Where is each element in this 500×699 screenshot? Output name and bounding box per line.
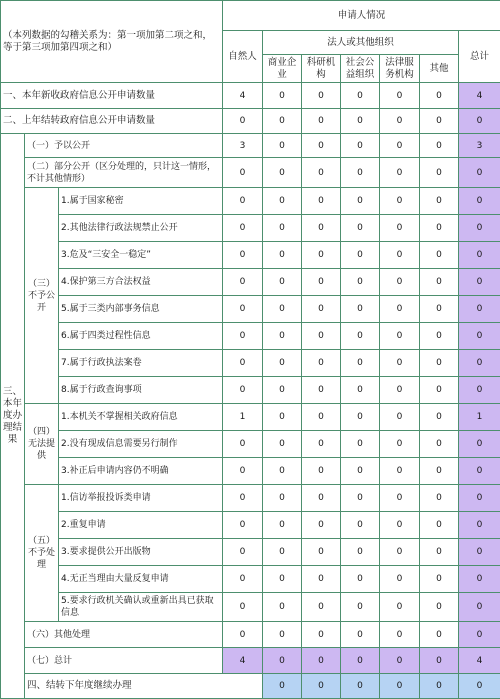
cell: 0 <box>302 377 341 404</box>
cell: 0 <box>341 83 380 109</box>
category-label-not-public: （三）不予公开 <box>25 188 59 404</box>
cell: 0 <box>341 512 380 539</box>
cell: 0 <box>263 242 302 269</box>
total-cell: 0 <box>459 458 500 485</box>
cell: 0 <box>302 350 341 377</box>
cell: 0 <box>341 674 380 699</box>
cell: 4 <box>223 83 263 109</box>
total-cell: 0 <box>459 188 500 215</box>
cell: 0 <box>263 648 302 674</box>
cell: 0 <box>380 674 420 699</box>
cell: 0 <box>341 404 380 431</box>
cell: 0 <box>420 377 459 404</box>
cell: 0 <box>380 350 420 377</box>
cell: 0 <box>341 188 380 215</box>
cell: 0 <box>341 566 380 593</box>
table-row <box>1 188 500 215</box>
row-label: 4.无正当理由大量反复申请 <box>59 566 223 593</box>
row-label: 3.补正后申请内容仍不明确 <box>59 458 223 485</box>
total-cell: 0 <box>459 158 500 188</box>
cell: 0 <box>223 158 263 188</box>
cell: 0 <box>263 404 302 431</box>
row-label: 4.保护第三方合法权益 <box>59 269 223 296</box>
cell: 0 <box>420 404 459 431</box>
row-label: 3.危及“三安全一稳定” <box>59 242 223 269</box>
cell: 0 <box>223 485 263 512</box>
cell: 0 <box>223 269 263 296</box>
section-label-result: 三、本年度办理结果 <box>1 134 25 699</box>
table-row <box>1 109 500 134</box>
header-legal-service: 法律服务机构 <box>380 55 420 83</box>
cell: 0 <box>420 566 459 593</box>
total-cell: 0 <box>459 350 500 377</box>
row-label-public: （一）予以公开 <box>25 134 223 158</box>
total-cell: 0 <box>459 431 500 458</box>
cell: 0 <box>302 296 341 323</box>
cell: 0 <box>263 377 302 404</box>
cell: 0 <box>302 458 341 485</box>
table-row <box>1 83 500 109</box>
cell: 0 <box>380 134 420 158</box>
cell: 0 <box>302 512 341 539</box>
table-row <box>1 215 500 242</box>
cell: 0 <box>263 622 302 648</box>
cell: 0 <box>223 593 263 622</box>
cell: 0 <box>420 485 459 512</box>
cell: 0 <box>302 242 341 269</box>
row-label: 1.本机关不掌握相关政府信息 <box>59 404 223 431</box>
cell: 0 <box>263 350 302 377</box>
cell: 0 <box>263 296 302 323</box>
cell: 0 <box>223 566 263 593</box>
total-cell: 0 <box>459 622 500 648</box>
category-label-cannot-provide: （四）无法提供 <box>25 404 59 485</box>
header-legal-person-group: 法人或其他组织 <box>263 31 459 55</box>
row-label: 3.要求提供公开出版物 <box>59 539 223 566</box>
cell: 0 <box>380 109 420 134</box>
cell: 0 <box>380 485 420 512</box>
cell: 0 <box>420 431 459 458</box>
total-cell: 4 <box>459 648 500 674</box>
cell: 0 <box>420 593 459 622</box>
cell: 0 <box>420 648 459 674</box>
cell: 0 <box>420 458 459 485</box>
cell: 1 <box>223 404 263 431</box>
table-row <box>1 485 500 512</box>
cell: 0 <box>420 323 459 350</box>
cell: 0 <box>263 323 302 350</box>
row-label: 8.属于行政查询事项 <box>59 377 223 404</box>
table-row <box>1 296 500 323</box>
row-label-forward: 四、结转下年度继续办理 <box>25 674 263 699</box>
cell: 0 <box>341 431 380 458</box>
cell: 0 <box>420 269 459 296</box>
table-row <box>1 593 500 622</box>
cell: 0 <box>302 622 341 648</box>
cell: 0 <box>302 269 341 296</box>
total-cell: 0 <box>459 215 500 242</box>
header-applicant: 申请人情况 <box>223 1 500 31</box>
cell: 0 <box>302 674 341 699</box>
cell: 0 <box>341 323 380 350</box>
table-row <box>1 566 500 593</box>
cell: 0 <box>380 188 420 215</box>
cell: 0 <box>380 458 420 485</box>
cell: 0 <box>263 215 302 242</box>
row-label: 1.信访举报投诉类申请 <box>59 485 223 512</box>
cell: 0 <box>223 431 263 458</box>
cell: 0 <box>420 188 459 215</box>
cell: 0 <box>263 83 302 109</box>
cell: 0 <box>302 593 341 622</box>
cell: 0 <box>223 512 263 539</box>
row-label: 2.重复申请 <box>59 512 223 539</box>
table-row <box>1 431 500 458</box>
cell: 0 <box>380 215 420 242</box>
total-cell: 0 <box>459 539 500 566</box>
table-row <box>1 350 500 377</box>
cell: 0 <box>302 134 341 158</box>
table-row <box>1 404 500 431</box>
row-label-other-processing: （六）其他处理 <box>25 622 223 648</box>
table-row <box>1 648 500 674</box>
cell: 0 <box>263 109 302 134</box>
cell: 0 <box>302 215 341 242</box>
cell: 4 <box>223 648 263 674</box>
cell: 0 <box>302 158 341 188</box>
cell: 0 <box>380 83 420 109</box>
cell: 0 <box>223 458 263 485</box>
cell: 0 <box>341 539 380 566</box>
row-label-carried-over: 二、上年结转政府信息公开申请数量 <box>1 109 223 134</box>
cell: 0 <box>420 539 459 566</box>
total-cell: 0 <box>459 593 500 622</box>
cell: 0 <box>223 622 263 648</box>
table-row <box>1 622 500 648</box>
table-row <box>1 539 500 566</box>
cell: 0 <box>263 512 302 539</box>
cell: 0 <box>223 539 263 566</box>
row-label: 5.属于三类内部事务信息 <box>59 296 223 323</box>
cell: 0 <box>380 242 420 269</box>
total-cell: 1 <box>459 404 500 431</box>
cell: 0 <box>380 622 420 648</box>
cell: 0 <box>223 109 263 134</box>
cell: 0 <box>223 188 263 215</box>
cell: 0 <box>263 269 302 296</box>
total-cell: 0 <box>459 512 500 539</box>
cell: 0 <box>380 269 420 296</box>
cell: 0 <box>380 377 420 404</box>
cell: 0 <box>341 109 380 134</box>
cell: 0 <box>459 674 500 699</box>
cell: 0 <box>380 539 420 566</box>
cell: 0 <box>420 134 459 158</box>
row-label: 2.没有现成信息需要另行制作 <box>59 431 223 458</box>
cell: 0 <box>380 323 420 350</box>
header-research: 科研机构 <box>302 55 341 83</box>
cell: 0 <box>302 566 341 593</box>
cell: 0 <box>263 188 302 215</box>
cell: 0 <box>302 323 341 350</box>
cell: 0 <box>302 648 341 674</box>
table-row <box>1 323 500 350</box>
header-total: 总计 <box>459 31 500 83</box>
cell: 0 <box>380 566 420 593</box>
cell: 0 <box>380 296 420 323</box>
table-row <box>1 458 500 485</box>
row-label: 7.属于行政执法案卷 <box>59 350 223 377</box>
header-natural-person: 自然人 <box>223 31 263 83</box>
total-cell: 0 <box>459 323 500 350</box>
cell: 0 <box>420 512 459 539</box>
cell: 0 <box>341 485 380 512</box>
cell: 0 <box>341 350 380 377</box>
cell: 0 <box>302 485 341 512</box>
cell: 0 <box>263 431 302 458</box>
cell: 0 <box>420 109 459 134</box>
cell: 0 <box>263 674 302 699</box>
cell: 0 <box>263 158 302 188</box>
cell: 0 <box>380 431 420 458</box>
cell: 0 <box>302 109 341 134</box>
cell: 0 <box>420 350 459 377</box>
cell: 0 <box>420 622 459 648</box>
cell: 0 <box>420 158 459 188</box>
cell: 0 <box>223 215 263 242</box>
row-label-new-requests: 一、本年新收政府信息公开申请数量 <box>1 83 223 109</box>
cell: 0 <box>341 269 380 296</box>
header-other: 其他 <box>420 55 459 83</box>
cell: 0 <box>302 431 341 458</box>
table-row <box>1 134 500 158</box>
total-cell: 3 <box>459 134 500 158</box>
row-label-total: （七）总计 <box>25 648 223 674</box>
total-cell: 0 <box>459 109 500 134</box>
cell: 0 <box>223 323 263 350</box>
table-row <box>1 674 500 699</box>
cell: 0 <box>420 215 459 242</box>
total-cell: 0 <box>459 269 500 296</box>
table-row <box>1 512 500 539</box>
cell: 0 <box>263 134 302 158</box>
row-label: 1.属于国家秘密 <box>59 188 223 215</box>
cell: 0 <box>263 566 302 593</box>
cell: 0 <box>263 539 302 566</box>
category-label-not-processed: （五）不予处理 <box>25 485 59 622</box>
cell: 0 <box>420 83 459 109</box>
table-row <box>1 377 500 404</box>
total-cell: 0 <box>459 485 500 512</box>
cell: 0 <box>341 242 380 269</box>
cell: 0 <box>341 215 380 242</box>
cell: 0 <box>302 188 341 215</box>
cell: 0 <box>380 648 420 674</box>
cell: 0 <box>302 83 341 109</box>
total-cell: 4 <box>459 83 500 109</box>
cell: 0 <box>263 485 302 512</box>
cell: 0 <box>223 350 263 377</box>
cell: 0 <box>341 296 380 323</box>
cell: 0 <box>341 134 380 158</box>
cell: 0 <box>380 593 420 622</box>
row-label-partial-public: （二）部分公开（区分处理的，只计这一情形，不计其他情形） <box>25 158 223 188</box>
cell: 0 <box>341 158 380 188</box>
cell: 0 <box>341 458 380 485</box>
cell: 0 <box>341 593 380 622</box>
cell: 0 <box>420 296 459 323</box>
table-row <box>1 158 500 188</box>
total-cell: 0 <box>459 377 500 404</box>
cell: 0 <box>341 648 380 674</box>
cell: 0 <box>223 377 263 404</box>
total-cell: 0 <box>459 242 500 269</box>
row-label: 2.其他法律行政法规禁止公开 <box>59 215 223 242</box>
cell: 0 <box>223 242 263 269</box>
header-social-welfare: 社会公益组织 <box>341 55 380 83</box>
cell: 0 <box>341 377 380 404</box>
total-cell: 0 <box>459 296 500 323</box>
cell: 0 <box>380 404 420 431</box>
cell: 0 <box>380 158 420 188</box>
row-label: 6.属于四类过程性信息 <box>59 323 223 350</box>
cell: 0 <box>302 404 341 431</box>
table-row <box>1 242 500 269</box>
table-row <box>1 269 500 296</box>
cell: 0 <box>223 296 263 323</box>
cell: 0 <box>263 458 302 485</box>
cell: 0 <box>263 593 302 622</box>
cell: 0 <box>420 674 459 699</box>
cell: 0 <box>420 242 459 269</box>
cell: 0 <box>302 539 341 566</box>
header-commercial: 商业企业 <box>263 55 302 83</box>
table-intro-note: （本列数据的勾稽关系为：第一项加第二项之和，等于第三项加第四项之和） <box>1 1 223 83</box>
cell: 0 <box>341 622 380 648</box>
cell: 0 <box>380 512 420 539</box>
total-cell: 0 <box>459 566 500 593</box>
row-label: 5.要求行政机关确认或重新出具已获取信息 <box>59 593 223 622</box>
cell: 3 <box>223 134 263 158</box>
